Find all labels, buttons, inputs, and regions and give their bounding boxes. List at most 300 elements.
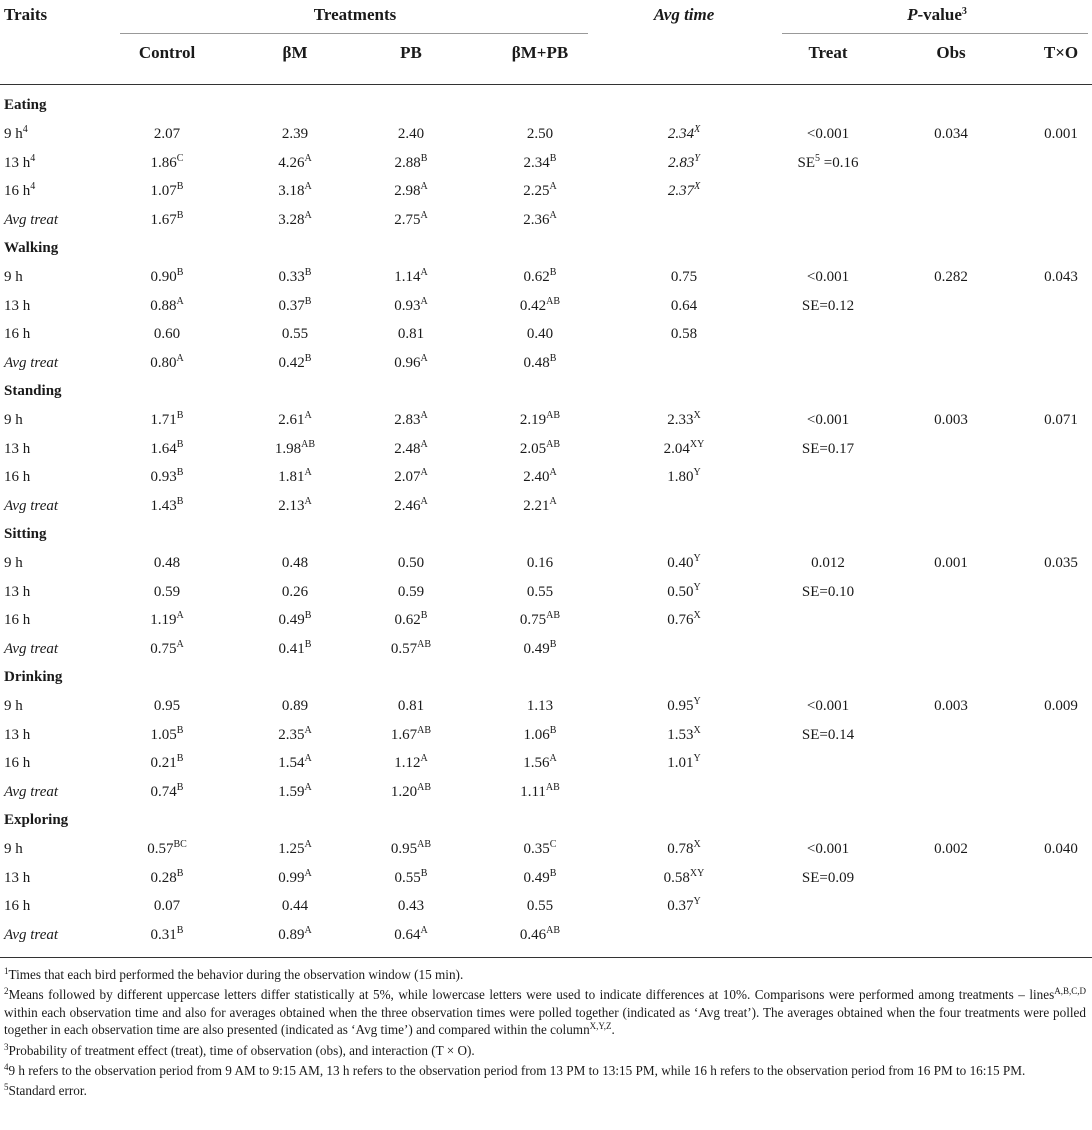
p-obs-cell: 0.003 [934, 412, 968, 428]
value-text: 1.43 [150, 497, 177, 514]
value-text: 0.75 [519, 612, 547, 629]
row-label-text: Avg treat [4, 497, 59, 514]
avg-time-value: 0.40 [667, 555, 694, 571]
p-obs-cell: 0.282 [934, 269, 968, 285]
value-text: 0.96 [394, 354, 421, 371]
value-cell [154, 583, 180, 601]
value-cell [282, 583, 308, 601]
significance-letter: C [176, 152, 184, 164]
avg-time-value: 2.34 [667, 126, 695, 142]
trait-group-label: Walking [4, 240, 59, 256]
value-cell [279, 611, 312, 629]
value-text: 1.25 [278, 841, 305, 857]
footnote-number: 1 [4, 966, 9, 976]
value-text: 1.07 [150, 183, 177, 200]
significance-letter: B [549, 638, 557, 650]
p-treat-cell: <0.001 [806, 126, 850, 142]
significance-letter: AB [417, 839, 432, 850]
value-text: 3.28 [278, 211, 305, 228]
value-text: 1.59 [278, 783, 305, 800]
value-text: 1.54 [278, 755, 305, 772]
value-cell [282, 125, 308, 143]
avg-time-letter: Y [693, 553, 701, 564]
value-cell [151, 182, 184, 200]
p-txo-cell: 0.001 [1044, 126, 1078, 142]
value-text: 0.33 [278, 269, 305, 285]
value-cell [394, 926, 427, 944]
row-label [4, 840, 23, 858]
value-cell [394, 182, 427, 200]
value-cell [394, 354, 427, 372]
value-text: 2.88 [394, 154, 421, 171]
value-text: 0.41 [278, 640, 305, 657]
avg-time-value: 0.75 [670, 269, 698, 285]
p-obs-cell: 0.001 [934, 555, 968, 571]
avg-time-cell [671, 268, 697, 286]
value-cell [523, 754, 556, 772]
value-cell [394, 211, 427, 229]
value-text: 3.18 [278, 183, 305, 200]
row-label [4, 411, 23, 429]
value-cell [151, 211, 184, 229]
value-cell [395, 154, 428, 172]
significance-letter: B [549, 867, 557, 879]
value-text: 0.89 [281, 698, 309, 714]
value-cell [151, 440, 184, 458]
value-cell [394, 297, 427, 315]
value-text: 0.07 [153, 898, 181, 915]
standard-error-cell [802, 297, 854, 315]
value-text: 2.13 [278, 497, 305, 514]
value-cell [151, 726, 184, 744]
row-label [4, 354, 58, 372]
row-label [4, 754, 30, 772]
value-text: 1.64 [150, 440, 177, 457]
value-cell [151, 754, 184, 772]
footnote-sup: A,B,C,D [1054, 986, 1086, 997]
se-text: SE=0.09 [801, 869, 855, 886]
value-cell [523, 497, 556, 515]
value-text: 0.93 [394, 297, 421, 314]
value-cell [150, 354, 183, 372]
value-text: 0.55 [526, 583, 554, 600]
value-cell [278, 182, 311, 200]
row-label [4, 554, 23, 572]
value-cell [394, 497, 427, 515]
significance-letter: B [176, 181, 184, 193]
value-text: 2.50 [526, 126, 554, 142]
value-text: 0.90 [150, 269, 177, 285]
avg-time-cell [667, 840, 700, 858]
value-text: 0.62 [523, 269, 550, 285]
value-cell [154, 697, 180, 715]
avg-time-letter: XY [689, 438, 705, 450]
value-cell [398, 125, 424, 143]
avg-time-cell [667, 697, 700, 715]
value-text: 1.11 [520, 783, 546, 800]
value-text: 0.62 [394, 612, 421, 629]
footnote-number: 3 [4, 1041, 9, 1052]
row-label-text: Avg treat [4, 783, 59, 800]
p-value-text: -value [917, 5, 962, 24]
header-bm: βM [282, 43, 308, 62]
se-text: SE [797, 154, 816, 171]
footnotes [4, 966, 1086, 1103]
header-traits: Traits [4, 5, 48, 24]
significance-letter: A [304, 495, 312, 507]
significance-letter: B [176, 724, 184, 736]
significance-letter: A [420, 495, 428, 507]
significance-letter: AB [546, 610, 561, 622]
significance-letter: A [420, 924, 428, 936]
value-text: 0.49 [523, 869, 550, 886]
value-cell [282, 697, 308, 715]
significance-letter: A [420, 410, 428, 421]
significance-letter: AB [545, 781, 560, 793]
significance-letter: AB [546, 410, 561, 421]
significance-letter: A [420, 267, 428, 278]
significance-letter: A [420, 295, 428, 307]
p-obs-cell: 0.002 [934, 841, 968, 857]
value-cell [523, 182, 556, 200]
significance-letter: B [304, 352, 312, 364]
value-text: 2.21 [523, 497, 550, 514]
row-label-text: Avg treat [4, 640, 59, 657]
value-cell [154, 897, 180, 915]
avg-time-value: 2.83 [668, 154, 695, 171]
significance-letter: B [549, 724, 557, 736]
significance-letter: AB [546, 438, 561, 450]
value-text: 0.40 [526, 326, 554, 343]
avg-time-cell [667, 583, 700, 601]
row-label [4, 440, 30, 458]
footnote [4, 966, 1086, 983]
row-label [4, 783, 58, 801]
value-text: 0.21 [150, 755, 177, 772]
header-bottom-rule [0, 84, 1092, 85]
table-bottom-rule [0, 957, 1092, 958]
row-label [4, 640, 58, 658]
row-label [4, 697, 23, 715]
value-text: 0.28 [150, 869, 177, 886]
value-text: 0.95 [153, 698, 181, 714]
avg-time-cell [671, 297, 697, 315]
value-text: 0.60 [153, 326, 181, 343]
value-text: 0.43 [397, 898, 425, 915]
value-cell [150, 640, 183, 658]
significance-letter: B [549, 352, 557, 364]
value-text: 0.55 [394, 869, 421, 886]
value-text: 4.26 [278, 154, 305, 171]
value-text: 0.88 [150, 297, 177, 314]
significance-letter: B [176, 781, 184, 793]
value-cell [278, 468, 311, 486]
p-txo-cell: 0.035 [1044, 555, 1078, 571]
significance-letter: A [420, 181, 428, 193]
value-cell [391, 783, 431, 801]
treatments-rule [120, 33, 588, 34]
value-text: 0.57 [390, 640, 418, 657]
avg-time-cell [667, 754, 700, 772]
row-label-text: 16 h [4, 898, 31, 915]
value-text: 2.34 [523, 154, 550, 171]
significance-letter: C [549, 839, 557, 850]
value-text: 0.44 [281, 898, 309, 915]
value-text: 0.48 [153, 555, 181, 571]
value-cell [391, 840, 431, 858]
trait-group-label: Sitting [4, 526, 47, 542]
value-cell [391, 640, 431, 658]
significance-letter: B [176, 495, 184, 507]
avg-time-letter: Y [693, 696, 701, 707]
footnote-sup: X,Y,Z [589, 1021, 612, 1032]
value-text: 0.42 [278, 354, 305, 371]
value-text: 2.39 [281, 126, 309, 142]
significance-letter: A [304, 467, 312, 479]
trait-group-label: Eating [4, 97, 47, 113]
value-cell [279, 354, 312, 372]
value-text: 0.46 [519, 926, 547, 943]
significance-letter: A [304, 181, 312, 193]
value-text: 2.19 [519, 412, 547, 428]
value-text: 0.55 [526, 898, 554, 915]
avg-time-cell [664, 440, 705, 458]
value-cell [154, 125, 180, 143]
significance-letter: A [304, 924, 312, 936]
value-text: 0.50 [397, 555, 425, 571]
p-treat-cell: <0.001 [806, 269, 850, 285]
value-cell [527, 554, 553, 572]
significance-letter: A [304, 781, 312, 793]
significance-letter: A [176, 295, 184, 307]
significance-letter: B [304, 638, 312, 650]
footnote-text: Probability of treatment effect (treat), time of observation (obs), and interaction (T × O). [8, 1042, 475, 1058]
row-label-text: 16 h [4, 183, 31, 200]
row-label-text: 13 h [4, 869, 31, 886]
value-cell [275, 440, 315, 458]
value-cell [394, 440, 427, 458]
significance-letter: A [549, 753, 557, 765]
significance-letter: B [176, 267, 184, 278]
significance-letter: B [420, 867, 428, 879]
value-cell [524, 354, 557, 372]
significance-letter: A [176, 638, 184, 650]
avg-time-value: 1.80 [667, 469, 694, 486]
row-label-text: 13 h [4, 297, 31, 314]
significance-letter: B [304, 267, 312, 278]
value-text: 0.59 [397, 583, 425, 600]
avg-time-value: 2.37 [667, 183, 695, 200]
avg-time-value: 0.37 [667, 898, 694, 915]
value-cell [523, 211, 556, 229]
footnote-text: Means followed by different uppercase letters differ statistically at 5%, while lowercase letters were used to indicate differences at 10%. Comparisons were performed among treatments – lines [8, 987, 1055, 1003]
row-label-text: Avg treat [4, 211, 59, 228]
row-label [4, 583, 30, 601]
significance-letter: A [176, 352, 184, 364]
footnote [4, 1042, 1086, 1059]
se-text: SE=0.10 [801, 583, 855, 600]
p-treat-cell: <0.001 [806, 412, 850, 428]
row-label [4, 468, 30, 486]
value-cell [278, 840, 311, 858]
avg-time-cell [667, 468, 700, 486]
value-text: 0.59 [153, 583, 181, 600]
significance-letter: A [304, 152, 312, 164]
value-text: 2.98 [394, 183, 421, 200]
significance-letter: A [549, 181, 557, 193]
p-treat-cell: 0.012 [811, 555, 845, 571]
footnote-text: within each observation time and also for averages obtained when the three observation times were polled together (indicated as ‘Avg treat’). The averages obtained when the four treatments were polled together in each observation time are also presented (indicated as ‘Avg time’) and compared within the column [4, 1004, 1086, 1038]
value-cell [520, 926, 560, 944]
value-cell [398, 897, 424, 915]
row-label-text: 9 h [4, 698, 23, 714]
value-cell [282, 554, 308, 572]
p-value-sup: 3 [961, 6, 967, 17]
avg-time-value: 1.01 [667, 755, 694, 772]
value-cell [394, 468, 427, 486]
value-text: 0.57 [147, 841, 174, 857]
value-cell [527, 897, 553, 915]
row-label [4, 297, 30, 315]
row-label [4, 869, 30, 887]
avg-time-letter: X [693, 410, 701, 421]
row-label-text: 16 h [4, 755, 31, 772]
value-text: 0.75 [150, 640, 177, 657]
row-label [4, 268, 23, 286]
value-cell [395, 611, 428, 629]
row-label [4, 497, 58, 515]
value-cell [394, 268, 427, 286]
significance-letter: A [304, 410, 312, 421]
significance-letter: AB [417, 724, 432, 736]
row-label-text: Avg treat [4, 926, 59, 943]
avg-time-value: 2.04 [663, 440, 690, 457]
p-obs-cell: 0.034 [934, 126, 968, 142]
value-cell [278, 497, 311, 515]
value-cell [524, 640, 557, 658]
value-cell [520, 297, 560, 315]
value-text: 0.31 [150, 926, 177, 943]
avg-time-letter: X [693, 610, 701, 622]
avg-time-cell [668, 182, 700, 200]
value-text: 1.19 [150, 612, 177, 629]
significance-letter: AB [417, 781, 432, 793]
significance-letter: A [304, 753, 312, 765]
avg-time-cell [668, 125, 700, 143]
value-text: 0.81 [397, 326, 425, 343]
p-treat-cell: <0.001 [806, 698, 850, 714]
value-text: 0.48 [523, 354, 550, 371]
value-text: 0.95 [390, 841, 418, 857]
row-label-text: 9 h [4, 841, 23, 857]
value-text: 2.07 [394, 469, 421, 486]
value-cell [154, 325, 180, 343]
value-cell [151, 869, 184, 887]
avg-time-cell [667, 411, 700, 429]
value-text: 0.74 [150, 783, 177, 800]
value-text: 2.05 [519, 440, 547, 457]
row-label-sup: 4 [30, 181, 36, 193]
value-text: 1.67 [150, 211, 177, 228]
value-cell [151, 468, 184, 486]
value-text: 1.06 [523, 726, 550, 743]
value-cell [520, 440, 560, 458]
row-label-text: 16 h [4, 612, 31, 629]
avg-time-value: 0.78 [667, 841, 694, 857]
row-label-text: 13 h [4, 154, 31, 171]
value-cell [279, 640, 312, 658]
avg-time-cell [664, 869, 705, 887]
value-cell [150, 611, 183, 629]
p-txo-cell: 0.040 [1044, 841, 1078, 857]
avg-time-letter: X [693, 839, 701, 850]
significance-letter: A [420, 352, 428, 364]
avg-time-cell [667, 897, 700, 915]
avg-time-value: 0.95 [667, 698, 694, 714]
row-label [4, 611, 30, 629]
value-cell [520, 411, 560, 429]
value-cell [520, 611, 560, 629]
footnote [4, 1062, 1086, 1079]
row-label-text: Avg treat [4, 354, 59, 371]
header-pb: PB [400, 43, 422, 62]
avg-time-cell [671, 325, 697, 343]
value-text: 0.37 [278, 297, 305, 314]
value-cell [147, 840, 187, 858]
value-cell [278, 926, 311, 944]
significance-letter: A [304, 724, 312, 736]
avg-time-letter: X [694, 181, 701, 193]
value-text: 0.99 [278, 869, 305, 886]
value-text: 0.26 [281, 583, 309, 600]
value-text: 0.89 [278, 926, 305, 943]
value-text: 2.35 [278, 726, 305, 743]
se-text: SE=0.12 [801, 297, 855, 314]
footnote-text: Standard error. [8, 1083, 87, 1099]
value-cell [524, 154, 557, 172]
significance-letter: AB [546, 295, 561, 307]
value-cell [398, 583, 424, 601]
avg-time-value: 0.58 [663, 869, 690, 886]
significance-letter: B [176, 467, 184, 479]
significance-letter: B [176, 209, 184, 221]
row-label-text: 16 h [4, 326, 31, 343]
avg-time-letter: Y [693, 467, 701, 479]
p-txo-cell: 0.043 [1044, 269, 1078, 285]
significance-letter: B [304, 610, 312, 622]
header-obs: Obs [936, 43, 966, 62]
p-obs-cell: 0.003 [934, 698, 968, 714]
significance-letter: A [420, 753, 428, 765]
value-cell [278, 783, 311, 801]
value-cell [282, 897, 308, 915]
standard-error-cell [802, 869, 854, 887]
row-label-text: 16 h [4, 469, 31, 486]
footnote-text: Times that each bird performed the behavior during the observation window (15 min). [8, 967, 464, 982]
avg-time-cell [667, 554, 700, 572]
value-text: 1.67 [390, 726, 418, 743]
value-text: 0.42 [519, 297, 547, 314]
value-cell [150, 297, 183, 315]
significance-letter: A [549, 209, 557, 221]
value-cell [151, 268, 184, 286]
value-cell [278, 211, 311, 229]
value-cell [398, 554, 424, 572]
header-txo: T×O [1043, 43, 1079, 62]
value-text: 1.71 [150, 412, 177, 428]
value-text: 1.56 [523, 755, 550, 772]
trait-group-label: Standing [4, 383, 62, 399]
